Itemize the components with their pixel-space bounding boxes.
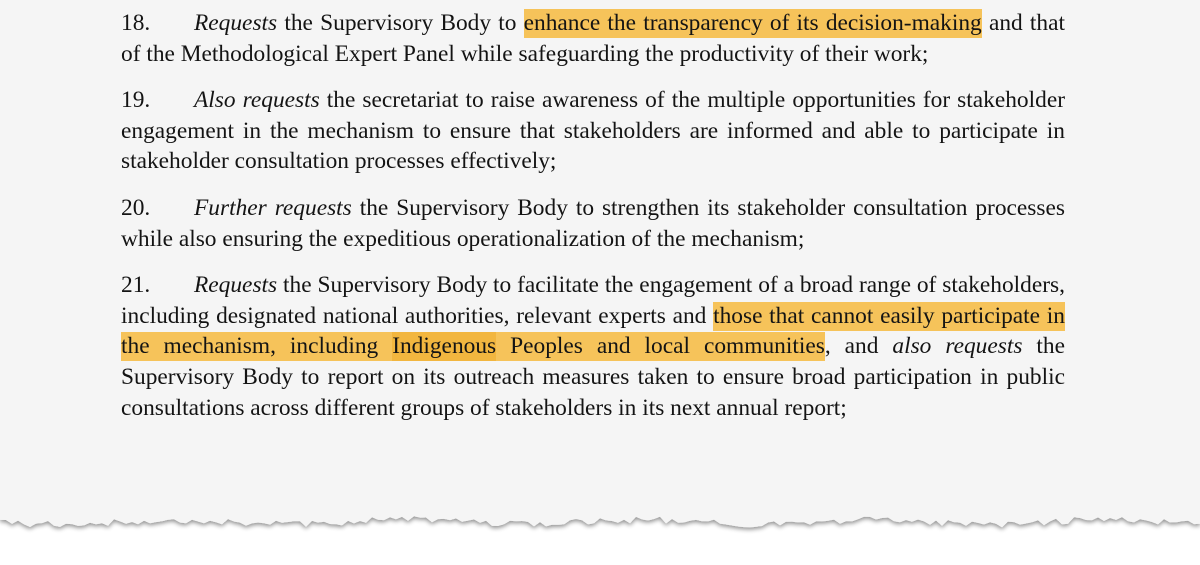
highlighted-text: enhance the transparency of its decision-making [523, 10, 982, 36]
highlighted-text-strong: Indigenous [392, 333, 497, 360]
document-body [121, 8, 1065, 439]
highlighted-text: Peoples and local communities [496, 333, 825, 360]
paragraph-number: 21. [121, 272, 151, 299]
paragraph-21 [121, 270, 1065, 423]
italic-phrase: Also requests [194, 87, 320, 114]
body-text: the Supervisory Body to strengthen its stakeholder consultation processes while also ensuring the expeditious operationalization of the mechanism; [121, 194, 1065, 252]
italic-phrase: Requests [194, 272, 278, 299]
paragraph-number: 18. [121, 10, 151, 36]
paragraph-number: 20. [121, 194, 151, 221]
highlighted-text: those that cannot easily participate in the mechanism, including [121, 302, 1065, 360]
italic-phrase: also requests [892, 333, 1023, 360]
paragraph-18 [121, 8, 1065, 69]
body-text: the Supervisory Body to report on its outreach measures taken to ensure broad participation in public consultations across different groups of stakeholders in its next annual report; [121, 333, 1065, 421]
body-text: , and [824, 333, 893, 360]
body-text: the Supervisory Body to facilitate the engagement of a broad range of stakeholders, including designated national authorities, relevant experts and [121, 272, 1065, 329]
body-text: the Supervisory Body to [277, 10, 524, 36]
paragraph-19 [121, 85, 1065, 177]
body-text: the secretariat to raise awareness of the multiple opportunities for stakeholder engagement in the mechanism to ensure that stakeholders are informed and able to participate in stakeholder consultation processes effectively; [121, 87, 1065, 175]
italic-phrase: Further requests [194, 194, 352, 221]
body-text: and that of the Methodological Expert Panel while safeguarding the productivity of their work; [121, 10, 1065, 67]
paragraph-number: 19. [121, 87, 151, 114]
paragraph-20 [121, 193, 1065, 254]
italic-phrase: Requests [194, 10, 278, 36]
